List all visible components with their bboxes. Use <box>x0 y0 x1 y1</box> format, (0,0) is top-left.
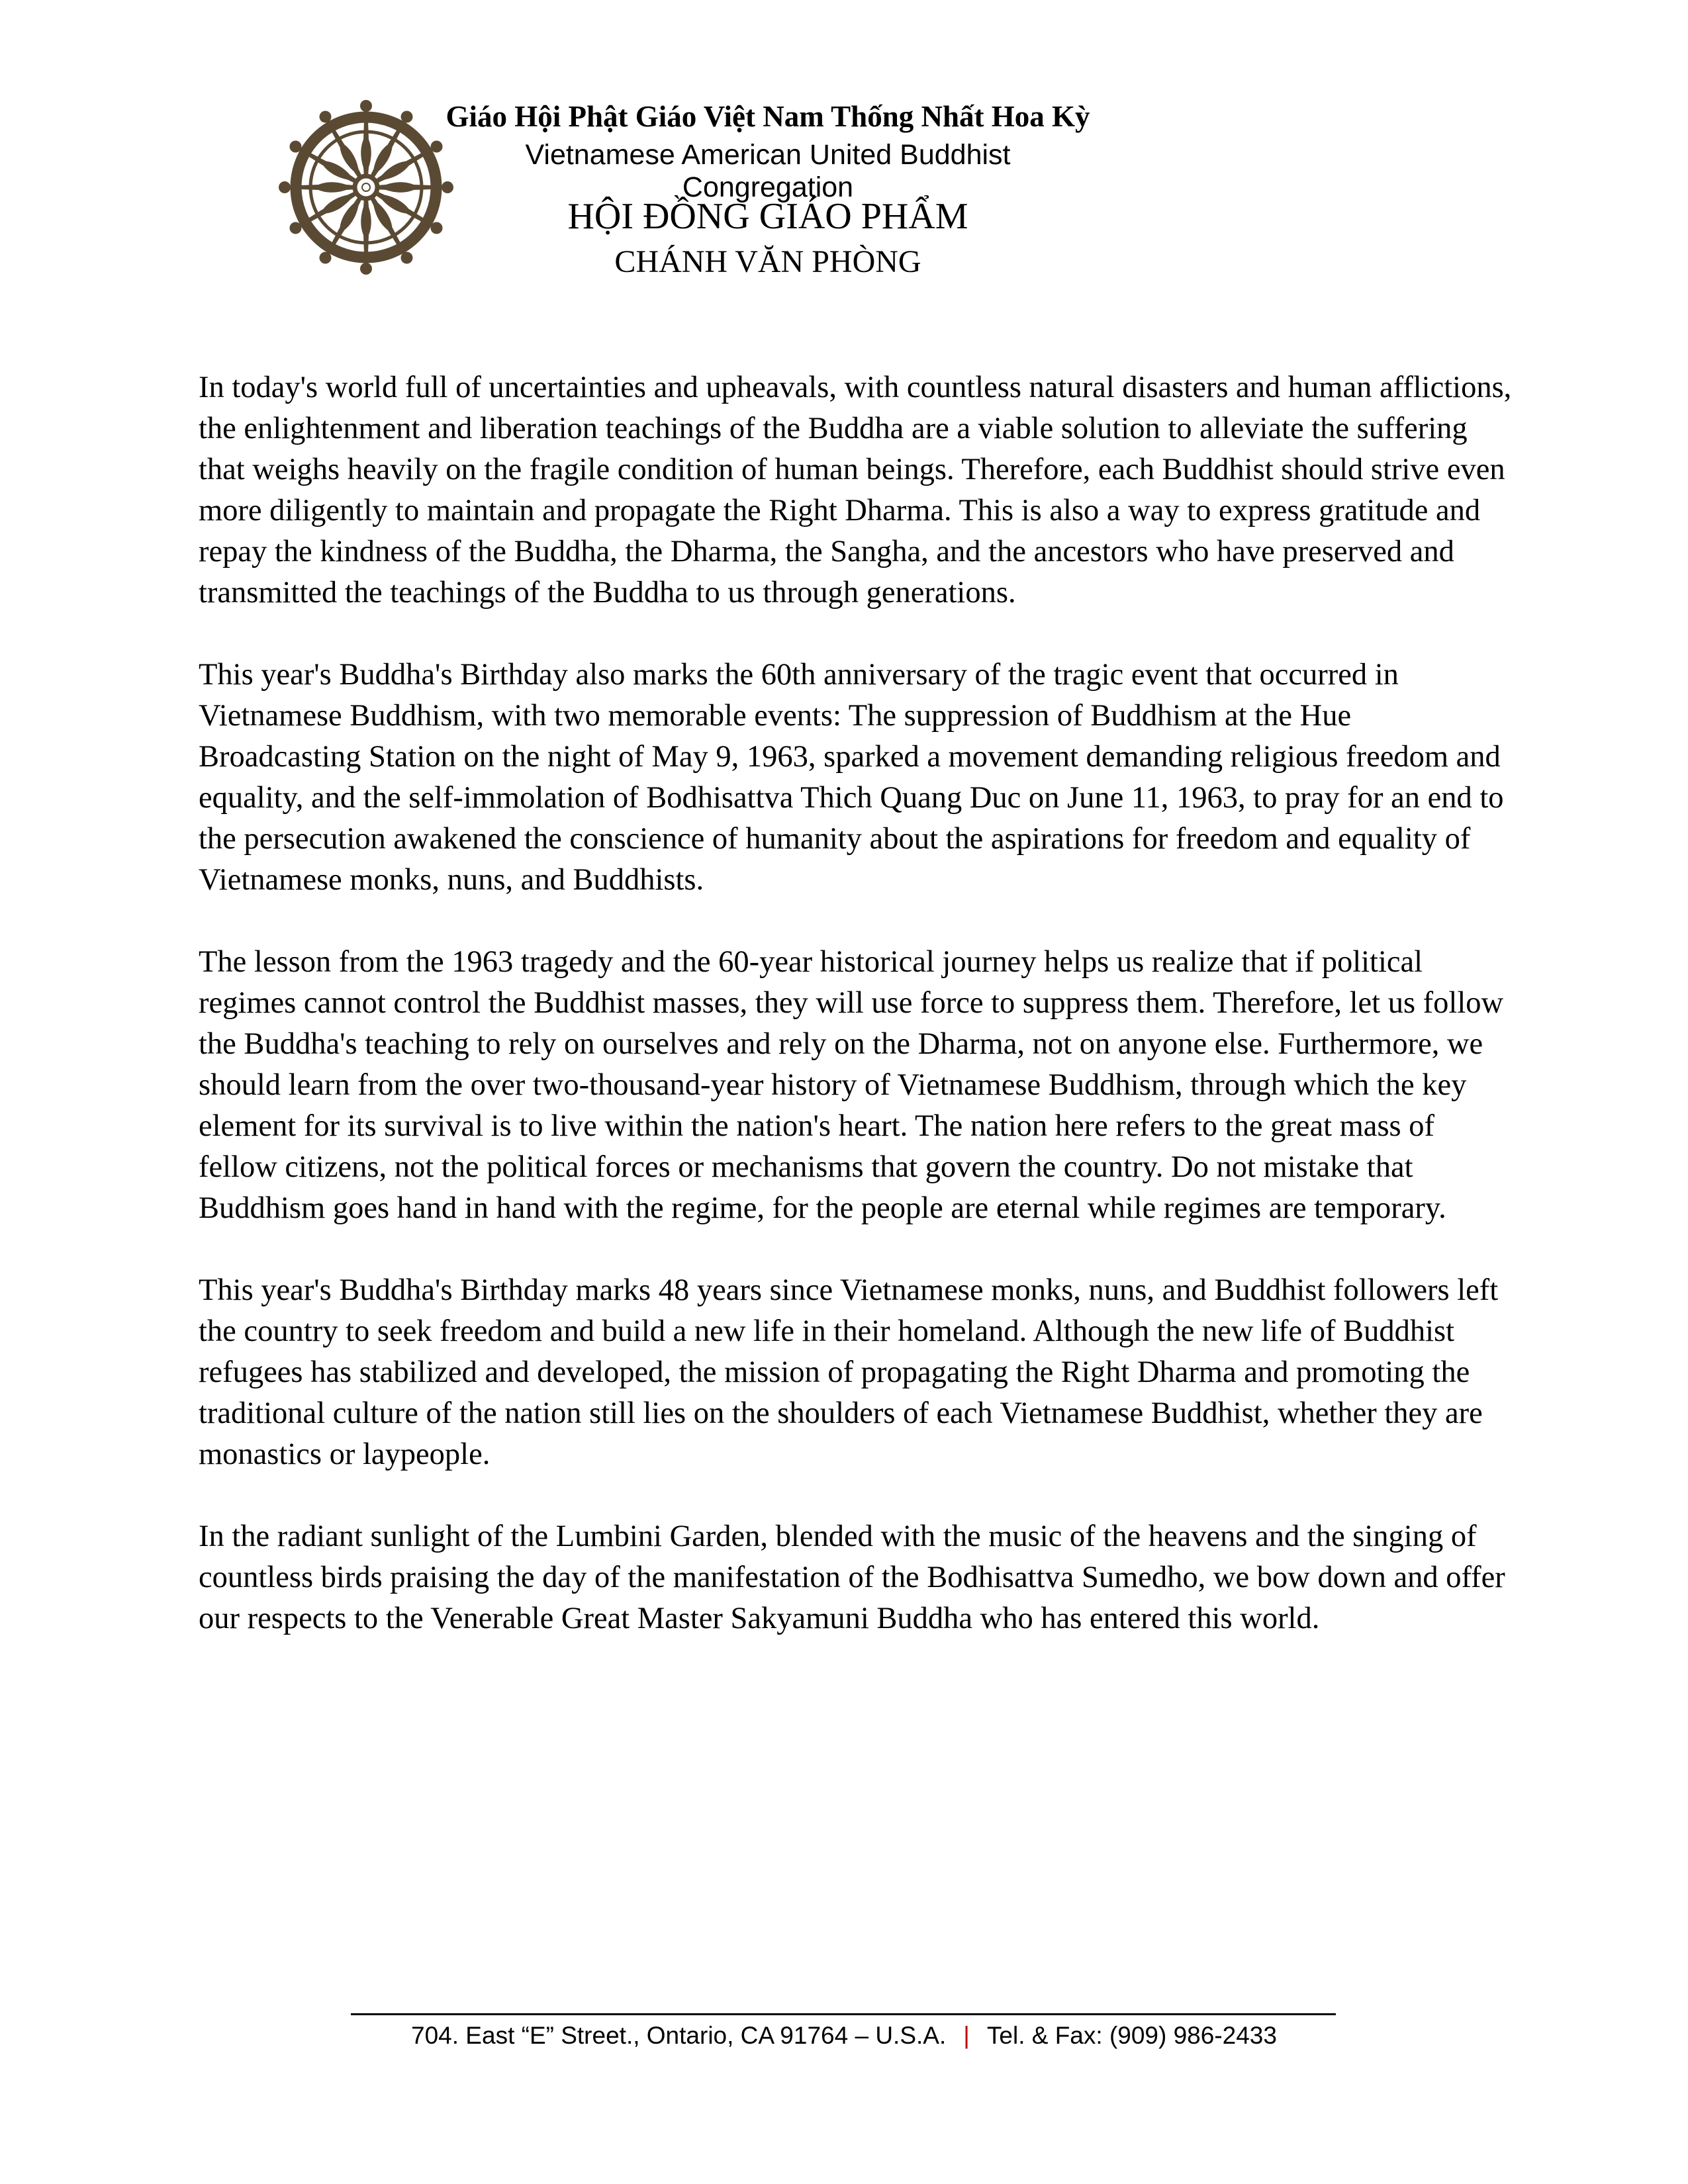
paragraph-48-years: This year's Buddha's Birthday marks 48 years since Vietnamese monks, nuns, and Buddhist followers left the country to seek freedom and build a new life in their homeland. Although the new life of Buddhist refugees has stabilized and developed, the mission of propagating the Right Dharma and promoting the traditional culture of the nation still lies on the shoulders of each Vietnamese Buddhist, whether they are monastics or laypeople. <box>199 1273 1499 1471</box>
footer-phone: Tel. & Fax: (909) 986-2433 <box>986 2022 1277 2049</box>
footer-divider <box>351 2013 1336 2015</box>
council-title: HỘI ĐỒNG GIÁO PHẨM <box>567 196 968 237</box>
dharma-wheel-icon <box>277 98 455 277</box>
letter-body <box>199 367 1516 1680</box>
paragraph-uncertainties: In today's world full of uncertainties and upheavals, with countless natural disasters and human afflictions, the enlightenment and liberation teachings of the Buddha are a viable solution to alleviate the suffering that weighs heavily on the fragile condition of human beings. Therefore, each Buddhist should strive even more diligently to maintain and propagate the Right Dharma. This is also a way to express gratitude and repay the kindness of the Buddha, the Dharma, the Sangha, and the ancestors who have preserved and transmitted the teachings of the Buddha to us through generations. <box>199 371 1512 610</box>
org-name-vietnamese: Giáo Hội Phật Giáo Việt Nam Thống Nhất Hoa Kỳ <box>445 100 1090 133</box>
footer-separator: | <box>963 2022 970 2049</box>
paragraph-60th-anniversary: This year's Buddha's Birthday also marks the 60th anniversary of the tragic event that occurred in Vietnamese Buddhism, with two memorable events: The suppression of Buddhism at the Hue Broadcasting Station on the night of May 9, 1963, sparked a movement demanding religious freedom and equality, and the self-immolation of Bodhisattva Thich Quang Duc on June 11, 1963, to pray for an end to the persecution awakened the conscience of humanity about the aspirations for freedom and equality of Vietnamese monks, nuns, and Buddhists. <box>199 658 1504 897</box>
office-title: CHÁNH VĂN PHÒNG <box>614 244 921 279</box>
footer-address: 704. East “E” Street., Ontario, CA 91764 – U.S.A. <box>411 2022 947 2049</box>
footer-contact <box>199 2020 1489 2052</box>
paragraph-lumbini: In the radiant sunlight of the Lumbini Garden, blended with the music of the heavens and the singing of countless birds praising the day of the manifestation of the Bodhisattva Sumedho, we bow down and offer our respects to the Venerable Great Master Sakyamuni Buddha who has entered this world. <box>199 1520 1505 1635</box>
paragraph-1963-lesson: The lesson from the 1963 tragedy and the 60-year historical journey helps us realize that if political regimes cannot control the Buddhist masses, they will use force to suppress them. Therefore, let us follow the Buddha's teaching to rely on ourselves and rely on the Dharma, not on anyone else. Furthermore, we should learn from the over two-thousand-year history of Vietnamese Buddhism, through which the key element for its survival is to live within the nation's heart. The nation here refers to the great mass of fellow citizens, not the political forces or mechanisms that govern the country. Do not mistake that Buddhism goes hand in hand with the regime, for the people are eternal while regimes are temporary. <box>199 945 1504 1225</box>
org-name-english: Vietnamese American United Buddhist Congregation <box>525 139 1011 203</box>
